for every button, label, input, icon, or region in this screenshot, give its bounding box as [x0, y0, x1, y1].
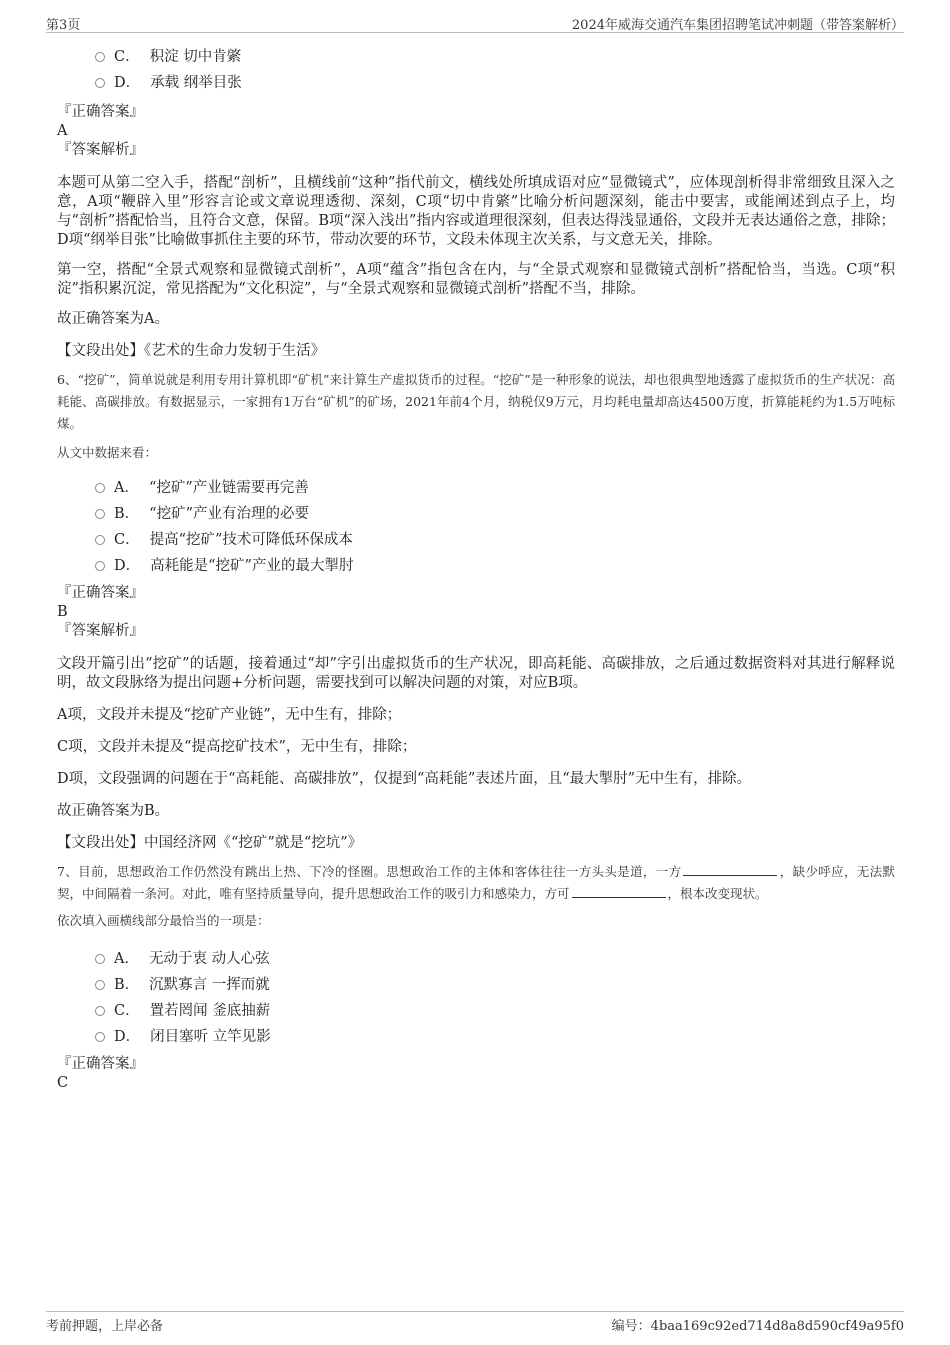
q7-option-b[interactable]: B． 沉默寡言 一挥而就: [95, 972, 895, 998]
q7-question: 7、目前，思想政治工作仍然没有跳出上热、下冷的怪圈。思想政治工作的主体和客体往往一方头头是道，一方 ，缺少呼应，无法默契，中间隔着一条河。对此，唯有坚持质量导向，提升思想政治工作的吸引力和感染力，方可 ，根本改变现状。: [57, 864, 895, 901]
radio-icon[interactable]: [95, 561, 105, 571]
q7-option-d[interactable]: D． 闭目塞听 立竿见影: [95, 1024, 895, 1050]
q6-option-c[interactable]: C． 提高“挖矿”技术可降低环保成本: [95, 527, 895, 553]
page-header: [46, 14, 904, 33]
radio-icon[interactable]: [95, 509, 105, 519]
q6-lead: 从文中数据来看：: [57, 445, 158, 460]
radio-icon[interactable]: [95, 78, 105, 88]
q6-analysis-p2: A项，文段并未提及“挖矿产业链”，无中生有，排除；: [57, 707, 402, 723]
q5-correct-answer-label: 『正确答案』: [57, 104, 144, 120]
radio-icon[interactable]: [95, 535, 105, 545]
fill-blank-1: [683, 863, 777, 876]
page-content: [57, 40, 895, 1093]
page-number: 第3页: [46, 18, 81, 33]
fill-blank-2: [572, 885, 666, 898]
q5-analysis-p2: 第一空，搭配“全景式观察和显微镜式剖析”，A项“蕴含”指包含在内，与“全景式观察和显微镜式剖析”搭配恰当，当选。C项“积淀”指积累沉淀，常见搭配为“文化积淀”，与“全景式观察和显微镜式剖析”搭配不当，排除。: [57, 262, 895, 297]
q7-correct-answer-label: 『正确答案』: [57, 1056, 144, 1072]
radio-icon[interactable]: [95, 1006, 105, 1016]
q7-answer: C: [57, 1075, 69, 1091]
q6-analysis-p4: D项，文段强调的问题在于“高耗能、高碳排放”，仅提到“高耗能”表述片面，且“最大掣肘”无中生有，排除。: [57, 771, 752, 787]
q7-lead: 依次填入画横线部分最恰当的一项是：: [57, 913, 270, 928]
q7-option-c[interactable]: C． 置若罔闻 釜底抽薪: [95, 998, 895, 1024]
document-title: 2024年威海交通汽车集团招聘笔试冲刺题（带答案解析）: [571, 18, 904, 33]
q5-answer: A: [57, 123, 68, 139]
radio-icon[interactable]: [95, 954, 105, 964]
q6-analysis-label: 『答案解析』: [57, 623, 144, 639]
q6-option-d[interactable]: D． 高耗能是“挖矿”产业的最大掣肘: [95, 553, 895, 579]
q6-question: 6、“挖矿”，简单说就是利用专用计算机即“矿机”来计算生产虚拟货币的过程。“挖矿”是一种形象的说法，却也很典型地透露了虚拟货币的生产状况：高耗能、高碳排放。有数据显示，一家拥有1万台“矿机”的矿场，2021年前4个月，纳税仅9万元，月均耗电量却高达4500万度，折算能耗约为1.5万吨标煤。: [57, 372, 895, 431]
q5-option-d[interactable]: D． 承载 纲举目张: [95, 70, 895, 96]
q5-analysis-p3: 故正确答案为A。: [57, 311, 169, 327]
page-footer: [46, 1311, 904, 1334]
footer-code: 编号：4baa169c92ed714d8a8d590cf49a95f0: [611, 1319, 904, 1334]
q5-analysis-p1: 本题可从第二空入手，搭配“剖析”，且横线前“这种”指代前文，横线处所填成语对应“显微镜式”，应体现剖析得非常细致且深入之意，A项“鞭辟入里”形容言论或文章说理透彻、深刻，C项“切中肯綮”比喻分析问题深刻，能击中要害，或能阐述到点子上，均与“剖析”搭配恰当，且符合文意，保留。B项“深入浅出”指内容或道理很深刻，但表达得浅显通俗，文段并无表达通俗之意，排除； D项“纲举目张”比喻做事抓住主要的环节，带动次要的环节，文段未体现主次关系，与文意无关，排除。: [57, 175, 895, 248]
radio-icon[interactable]: [95, 483, 105, 493]
q7-option-a[interactable]: A． 无动于衷 动人心弦: [95, 946, 895, 972]
q6-correct-answer-label: 『正确答案』: [57, 585, 144, 601]
q6-options: [95, 475, 895, 579]
radio-icon[interactable]: [95, 52, 105, 62]
q6-option-a[interactable]: A． “挖矿”产业链需要再完善: [95, 475, 895, 501]
q5-options: [95, 44, 895, 96]
radio-icon[interactable]: [95, 1032, 105, 1042]
q7-options: [95, 946, 895, 1050]
footer-slogan: 考前押题，上岸必备: [46, 1319, 164, 1334]
q6-answer: B: [57, 604, 68, 620]
radio-icon[interactable]: [95, 980, 105, 990]
q6-option-b[interactable]: B． “挖矿”产业有治理的必要: [95, 501, 895, 527]
q6-analysis-p5: 故正确答案为B。: [57, 803, 170, 819]
q5-analysis-label: 『答案解析』: [57, 142, 144, 158]
q6-analysis-p1: 文段开篇引出“挖矿”的话题，接着通过“却”字引出虚拟货币的生产状况，即高耗能、高碳排放，之后通过数据资料对其进行解释说明，故文段脉络为提出问题+分析问题，需要找到可以解决问题的对策，对应B项。: [57, 656, 895, 691]
q5-option-c[interactable]: C． 积淀 切中肯綮: [95, 44, 895, 70]
q6-source: 【文段出处】中国经济网《“挖矿”就是“挖坑”》: [57, 835, 363, 851]
q5-source: 【文段出处】《艺术的生命力发轫于生活》: [57, 343, 326, 359]
q6-analysis-p3: C项，文段并未提及“提高挖矿技术”，无中生有，排除；: [57, 739, 417, 755]
